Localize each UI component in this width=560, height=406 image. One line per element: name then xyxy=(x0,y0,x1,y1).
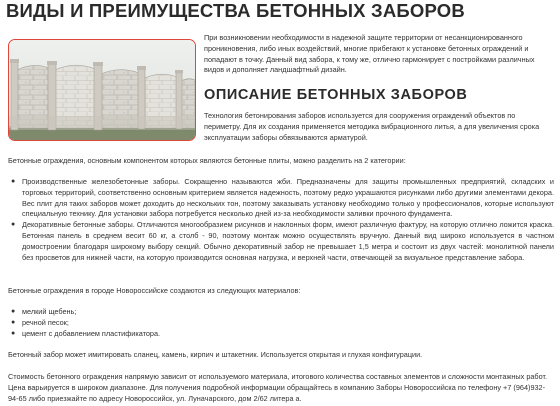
imitation-paragraph: Бетонный забор может имитировать сланец, камень, кирпич и штакетник. Используется открытая и глухая конфигурации. xyxy=(8,350,423,359)
material-text: цемент с добавлением пластификатора. xyxy=(22,328,161,338)
page-title: ВИДЫ И ПРЕИМУЩЕСТВА БЕТОННЫХ ЗАБОРОВ xyxy=(6,0,465,21)
materials-list xyxy=(8,307,554,339)
bullet-icon: ● xyxy=(11,329,16,337)
bullet-icon: ● xyxy=(11,318,16,326)
list-item xyxy=(8,329,554,340)
list-item xyxy=(8,307,554,318)
bullet-icon: ● xyxy=(11,221,16,229)
categories-intro: Бетонные ограждения, основным компонентом которых являются бетонные плиты, можно разделить на 2 категории: xyxy=(8,156,406,165)
section-heading: ОПИСАНИЕ БЕТОННЫХ ЗАБОРОВ xyxy=(204,87,468,103)
bullet-icon: ● xyxy=(11,308,16,315)
list-item xyxy=(8,220,554,263)
intro-paragraph: При возникновении необходимости в надежной защите территории от несанкционированного проникновения, либо иных воздействий, многие прибегают к установке бетонных ограждений и попадают в точку. Данный вид забора, к тому же, отлично гармонирует с постройками различных видов и дополняет ландшафтный дизайн. xyxy=(204,33,535,75)
categories-list xyxy=(8,177,554,263)
materials-intro: Бетонные ограждения в городе Новороссийске создаются из следующих материалов: xyxy=(8,286,301,295)
fence-photo xyxy=(8,39,196,141)
technology-paragraph: Технология бетонирования заборов используется для сооружения ограждений объектов по периметру. Для их создания применяется методика вибрационного литья, а для увеличения срока эксплуатации заборы обвязываются арматурой. xyxy=(204,111,540,142)
material-text: речной песок; xyxy=(22,317,69,327)
material-text: мелкий щебень; xyxy=(22,307,77,316)
category-text: Производственные железобетонные заборы. Сокращенно называются жби. Предназначены для защиты промышленных предприятий, складских и торговых территорий, соответственно основным критерием является надежность, поэтому редко украшаются рисунками либо другими элементами декора. Вес плит для таких заборов может доходить до нескольких тон, поэтому заказывать установку необходимо только у профессионалов, которые используют специальную технику. Для установки забора потребуется несколько дней из-за необходимости заливки прочного фундамента. xyxy=(22,177,554,219)
category-text: Декоративные бетонные заборы. Отличаются многообразием рисунков и наклонных форм, имеют различную фактуру, на которую отлично ложится краска. Бетонная панель в среднем весит 60 кг, а столб - 90, поэтому монтаж можно осуществлять вручную. Данный вид широко используется в частном домостроении благодаря широкому выбору секций. Обычно декоративный забор не превышает 1,5 метра и состоит из двух частей: монолитной панели без просветов для нижней части, на которую производится основная нагрузка, и верхней части, отвечающей за визуальное представление забора. xyxy=(22,220,554,262)
pricing-paragraph: Стоимость бетонного ограждения напрямую зависит от используемого материала, итогового количества составных элементов и сложности монтажных работ. Цена варьируется в широком диапазоне. Для получения подробной информации обращайтесь в компанию Заборы Новороссийска по телефону +7 (964)932-94-65 либо приезжайте по адресу Новороссийск, ул. Луначарского, дом 2/62 литера а. xyxy=(8,372,548,403)
bullet-icon: ● xyxy=(11,178,16,185)
list-item xyxy=(8,318,554,329)
concrete-fence-image xyxy=(9,40,195,140)
list-item xyxy=(8,177,554,220)
